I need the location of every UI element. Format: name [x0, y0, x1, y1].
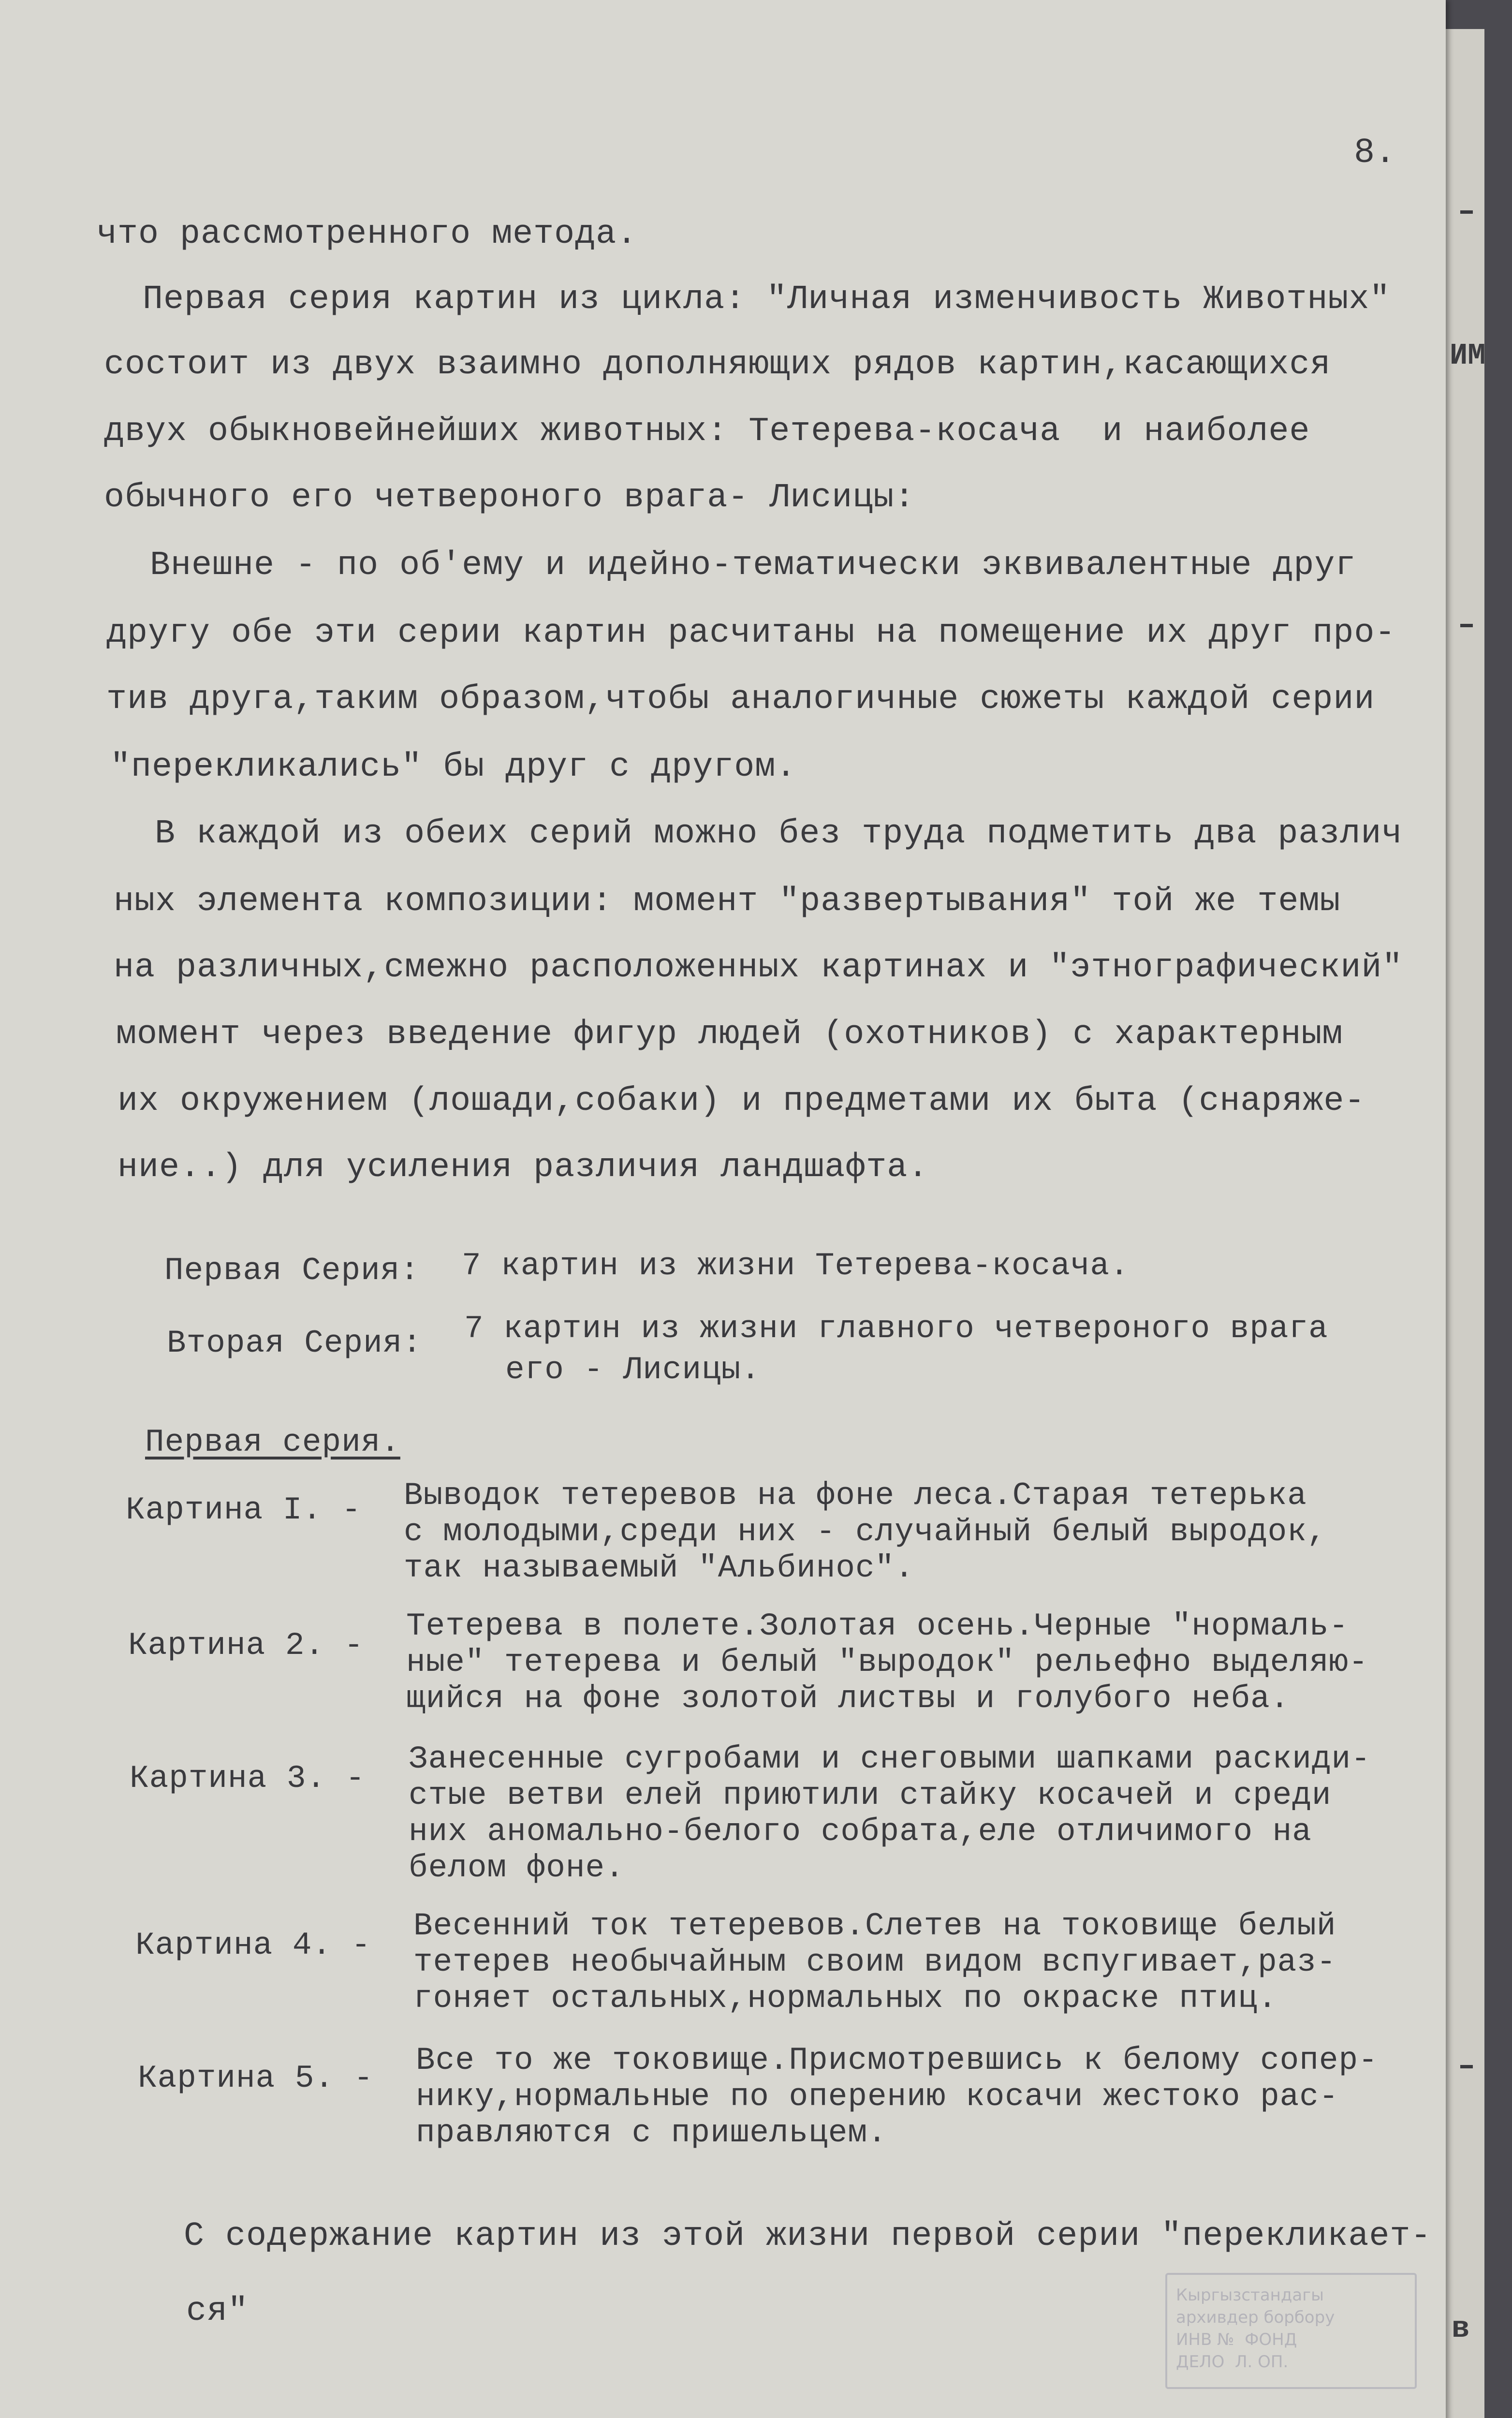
picture-line: Занесенные сугробами и снеговыми шапками раскиди-: [409, 1741, 1371, 1777]
text-line: тив друга,таким образом,чтобы аналогичные сюжеты каждой серии: [106, 680, 1375, 719]
picture-line: тетерев необычайным своим видом вспугивает,раз-: [413, 1944, 1336, 1980]
picture-line: правляются с пришельцем.: [416, 2115, 887, 2151]
picture-line: стые ветви елей приютили стайку косачей и среди: [409, 1777, 1332, 1814]
text-line: состоит из двух взаимно дополняющих рядов картин,касающихся: [104, 346, 1331, 384]
edge-tick: [1460, 624, 1473, 627]
closing-line: С содержание картин из этой жизни первой серии "перекликает-: [184, 2217, 1432, 2256]
text-line: обычного его четвероного врага- Лисицы:: [104, 479, 915, 517]
picture-line: белом фоне.: [409, 1850, 625, 1886]
text-line: ных элемента композиции: момент "развертывания" той же темы: [114, 883, 1341, 921]
picture-label: Картина I. -: [126, 1492, 362, 1528]
text-line: момент через введение фигур людей (охотников) с характерным: [116, 1016, 1343, 1054]
text-line: ние..) для усиления различия ландшафта.: [117, 1149, 929, 1187]
stamp-line: Кыргызстандагы: [1176, 2285, 1324, 2305]
underlying-page-edge: [1441, 29, 1484, 2418]
picture-line: щийся на фоне золотой листвы и голубого неба.: [406, 1681, 1290, 1717]
series-text: 7 картин из жизни главного четвероного врага: [464, 1311, 1328, 1347]
picture-line: с молодыми,среди них - случайный белый выродок,: [404, 1514, 1327, 1550]
text-line: В каждой из обеих серий можно без труда подметить два различ: [155, 815, 1403, 853]
picture-line: Тетерева в полете.Золотая осень.Черные "нормаль-: [406, 1608, 1349, 1644]
picture-line: ные" тетерева и белый "выродок" рельефно выделяю-: [406, 1644, 1368, 1681]
picture-line: нику,нормальные по оперению косачи жестоко рас-: [416, 2079, 1339, 2115]
text-line: другу обе эти серии картин расчитаны на помещение их друг про-: [106, 614, 1396, 652]
stamp-line: архивдер борбору: [1176, 2307, 1335, 2327]
series-text: 7 картин из жизни Тетерева-косача.: [462, 1248, 1130, 1284]
picture-label: Картина 5. -: [138, 2060, 374, 2096]
margin-fragment: ИМ: [1450, 339, 1486, 373]
closing-line: ся": [186, 2292, 249, 2330]
text-line: на различных,смежно расположенных картинах и "этнографический": [114, 949, 1403, 987]
picture-label: Картина 4. -: [135, 1927, 371, 1963]
series-label: Первая Серия:: [164, 1253, 420, 1289]
series-label: Вторая Серия:: [167, 1325, 422, 1361]
page-number: 8.: [1354, 133, 1396, 173]
picture-line: Выводок тетеревов на фоне леса.Старая тетерька: [404, 1477, 1307, 1514]
text-line: их окружением (лошади,собаки) и предметами их быта (снаряже-: [117, 1082, 1365, 1121]
archive-stamp: [1165, 2273, 1417, 2389]
text-line: Первая серия картин из цикла: "Личная изменчивость Животных": [143, 280, 1391, 319]
text-line: Внешне - по об'ему и идейно-тематически эквивалентные друг: [150, 546, 1356, 585]
stamp-line: ДЕЛО Л. ОП.: [1176, 2352, 1289, 2372]
picture-line: так называемый "Альбинос".: [404, 1550, 914, 1586]
text-line: "перекликались" бы друг с другом.: [110, 748, 797, 786]
edge-tick: [1460, 210, 1473, 214]
series-text: его - Лисицы.: [505, 1352, 761, 1388]
edge-tick: [1460, 2065, 1473, 2068]
text-line: что рассмотренного метода.: [97, 215, 638, 253]
section-heading: Первая серия.: [145, 1424, 400, 1460]
margin-fragment: в: [1452, 2312, 1470, 2346]
picture-line: Весенний ток тетеревов.Слетев на токовище белый: [413, 1908, 1336, 1944]
picture-line: гоняет остальных,нормальных по окраске птиц.: [413, 1980, 1277, 2017]
picture-line: Все то же токовище.Присмотревшись к белому сопер-: [416, 2042, 1378, 2079]
text-line: двух обыкновейнейших животных: Тетерева-косача и наиболее: [104, 413, 1310, 451]
picture-line: них аномально-белого собрата,еле отличимого на: [409, 1814, 1312, 1850]
picture-label: Картина 2. -: [128, 1627, 364, 1664]
stamp-line: ИНВ № ФОНД: [1176, 2330, 1297, 2349]
picture-label: Картина 3. -: [130, 1760, 366, 1797]
